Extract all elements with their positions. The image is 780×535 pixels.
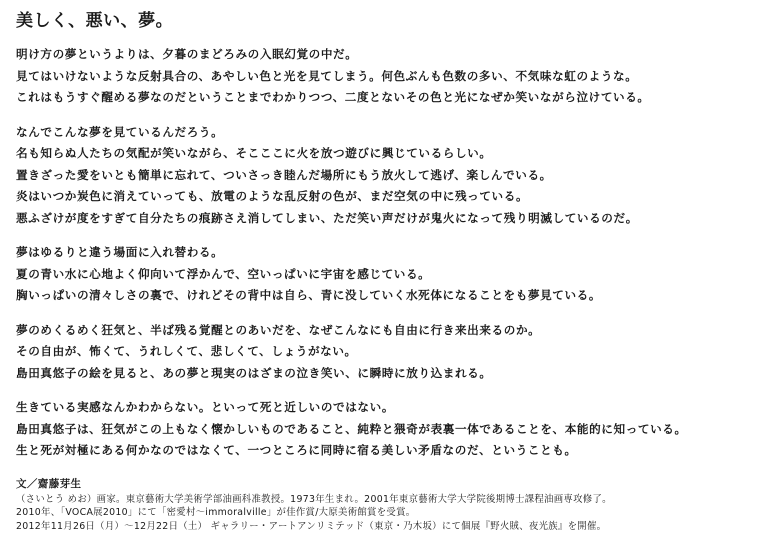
- text-line: 夏の青い水に心地よく仰向いて浮かんで、空いっぱいに宇宙を感じている。: [16, 266, 431, 281]
- text-line: 悪ふざけが度をすぎて自分たちの痕跡さえ消してしまい、ただ笑い声だけが鬼火になって残り明滅しているのだ。: [16, 210, 638, 225]
- paragraph-5: [16, 397, 768, 462]
- text-line: 夢のめくるめく狂気と、半ば残る覚醒とのあいだを、なぜこんなにも自由に行き来出来るのか。: [16, 322, 541, 337]
- paragraph-2: [16, 122, 768, 230]
- text-line: 島田真悠子は、狂気がこの上もなく懐かしいものであること、純粋と猥奇が表裏一体であることを、本能的に知っている。: [16, 421, 687, 436]
- paragraph-4: [16, 320, 768, 385]
- text-line: これはもうすぐ醒める夢なのだということまでわかりつつ、二度とないその色と光になぜか笑いながら泣けている。: [16, 90, 650, 104]
- text-line: 夢はゆるりと違う場面に入れ替わる。: [16, 245, 224, 259]
- author-bio-line: 2010年、「VOCA展2010」にて「密愛村〜immoralville」が佳作賞/大原美術館賞を受賞。: [16, 507, 416, 518]
- author-credit: [16, 475, 768, 534]
- text-line: 胸いっぱいの清々しさの裏で、けれどその背中は自ら、青に没していく水死体になることをも夢見ている。: [16, 288, 602, 302]
- author-label: 文／齋藤芽生: [16, 477, 82, 490]
- text-line: その自由が、怖くて、うれしくて、悲しくて、しょうがない。: [16, 344, 357, 358]
- text-line: なんでこんな夢を見ているんだろう。: [16, 124, 224, 139]
- text-line: 生と死が対極にある何かなのではなくて、一つところに同時に宿る美しい矛盾なのだ、ということも。: [16, 443, 577, 457]
- article-title: 美しく、悪い、夢。: [16, 11, 174, 31]
- author-bio-line: （さいとう めお）画家。東京藝術大学美術学部油画科准教授。1973年生まれ。2001年東京藝術大学大学院後期博士課程油画専攻修了。: [16, 493, 612, 505]
- text-line: 見てはいけないような反射具合の、あやしい色と光を見てしまう。何色ぶんも色数の多い、不気味な虹のような。: [16, 68, 638, 83]
- paragraph-3: [16, 242, 768, 307]
- text-line: 生きている実感なんかわからない。といって死と近しいのではない。: [16, 400, 395, 414]
- text-line: 置きざった愛をいとも簡単に忘れて、ついさっき睦んだ場所にもう放火して逃げ、楽しんでいる。: [16, 167, 552, 182]
- author-bio-line: 2012年11月26日（月）〜12月22日（土） ギャラリー・アートアンリミテッド（東京・乃木坂）にて個展『野火賊、夜光族』を開催。: [16, 520, 607, 532]
- paragraph-1: [16, 44, 768, 109]
- text-line: 島田真悠子の絵を見ると、あの夢と現実のはざまの泣き笑い、に瞬時に放り込まれる。: [16, 365, 492, 380]
- text-line: 炎はいつか炭色に消えていっても、放電のような乱反射の色が、まだ空気の中に残っている。: [16, 189, 529, 203]
- text-line: 名も知らぬ人たちの気配が笑いながら、そこここに火を放つ遊びに興じているらしい。: [16, 146, 492, 160]
- text-line: 明け方の夢というよりは、夕暮のまどろみの入眠幻覚の中だ。: [16, 47, 358, 61]
- article: [16, 8, 768, 533]
